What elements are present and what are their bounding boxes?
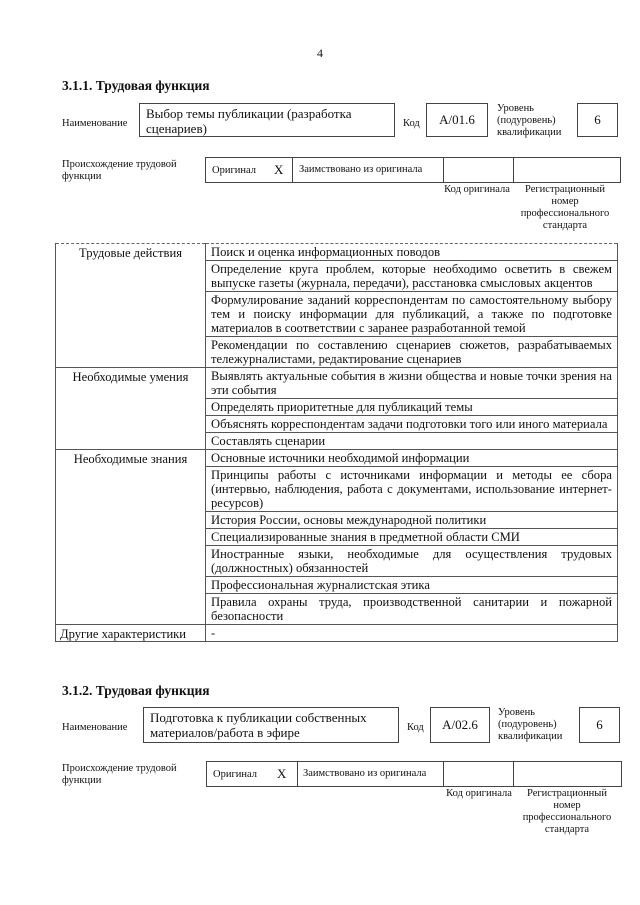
table-row (56, 450, 618, 467)
code-value-box: A/01.6 (426, 103, 488, 137)
reg-number-caption: Регистрационный номер профессионального стандарта (522, 788, 612, 835)
original-label: Оригинал (213, 769, 257, 780)
reg-number-caption: Регистрационный номер профессионального стандарта (520, 184, 610, 231)
code-label: Код (403, 118, 420, 129)
code-original-caption: Код оригинала (444, 184, 510, 195)
knowledge-item: Профессиональная журналистская этика (206, 577, 618, 594)
skill-item: Объяснять корреспондентам задачи подготовки того или иного материала (206, 416, 618, 433)
knowledge-label: Необходимые знания (56, 450, 206, 625)
other-characteristics-value: - (206, 625, 618, 642)
divider (443, 762, 444, 786)
other-characteristics-label: Другие характеристики (56, 625, 206, 642)
level-value-box: 6 (579, 707, 620, 743)
origin-label: Происхождение трудовой функции (62, 159, 177, 182)
borrowed-label: Заимствовано из оригинала (299, 164, 423, 175)
skills-label: Необходимые умения (56, 368, 206, 450)
labor-action-item: Формулирование заданий корреспондентам по самостоятельному выбору тем и поиску информации для публикаций, а также по подготовке материалов в соответствии с заранее разработанной темой (206, 292, 618, 337)
level-label: Уровень (подуровень) квалификации (498, 707, 563, 742)
divider (513, 762, 514, 786)
table-row (56, 368, 618, 399)
table-row (56, 244, 618, 261)
section-title-3-1-2: 3.1.2. Трудовая функция (62, 683, 210, 698)
name-label: Наименование (62, 722, 128, 733)
skill-item: Выявлять актуальные события в жизни общества и новые точки зрения на эти события (206, 368, 618, 399)
origin-row (206, 761, 622, 787)
level-label: Уровень (подуровень) квалификации (497, 103, 562, 138)
function-name-box: Выбор темы публикации (разработка сценариев) (139, 103, 395, 137)
knowledge-item: Специализированные знания в предметной области СМИ (206, 529, 618, 546)
knowledge-item: Основные источники необходимой информации (206, 450, 618, 467)
labor-actions-label: Трудовые действия (56, 244, 206, 368)
labor-function-table (55, 243, 618, 642)
divider (292, 158, 293, 182)
knowledge-item: Правила охраны труда, производственной санитарии и пожарной безопасности (206, 594, 618, 625)
section-title-3-1-1: 3.1.1. Трудовая функция (62, 78, 210, 93)
divider (513, 158, 514, 182)
labor-action-item: Определение круга проблем, которые необходимо осветить в свежем выпуске газеты (журнала, передачи), расстановка смысловых акцентов (206, 261, 618, 292)
function-name-box: Подготовка к публикации собственных материалов/работа в эфире (143, 707, 399, 743)
code-label: Код (407, 722, 424, 733)
labor-action-item: Рекомендации по составлению сценариев сюжетов, разрабатываемых тележурналистами, редактирование сценариев (206, 337, 618, 368)
origin-label: Происхождение трудовой функции (62, 763, 177, 786)
divider (297, 762, 298, 786)
table-row (56, 625, 618, 642)
code-value-box: A/02.6 (430, 707, 490, 743)
labor-action-item: Поиск и оценка информационных поводов (206, 244, 618, 261)
skill-item: Составлять сценарии (206, 433, 618, 450)
original-mark: X (274, 162, 284, 177)
original-label: Оригинал (212, 165, 256, 176)
level-value-box: 6 (577, 103, 618, 137)
knowledge-item: Принципы работы с источниками информации и методы ее сбора (интервью, наблюдения, работа с документами, использование интернет-ресурсов) (206, 467, 618, 512)
knowledge-item: Иностранные языки, необходимые для осуществления трудовых (должностных) обязанностей (206, 546, 618, 577)
name-label: Наименование (62, 118, 128, 129)
borrowed-label: Заимствовано из оригинала (303, 768, 427, 779)
divider (443, 158, 444, 182)
knowledge-item: История России, основы международной политики (206, 512, 618, 529)
origin-row (205, 157, 621, 183)
original-mark: X (277, 766, 287, 781)
page-number: 4 (317, 46, 323, 60)
skill-item: Определять приоритетные для публикаций темы (206, 399, 618, 416)
code-original-caption: Код оригинала (446, 788, 512, 799)
